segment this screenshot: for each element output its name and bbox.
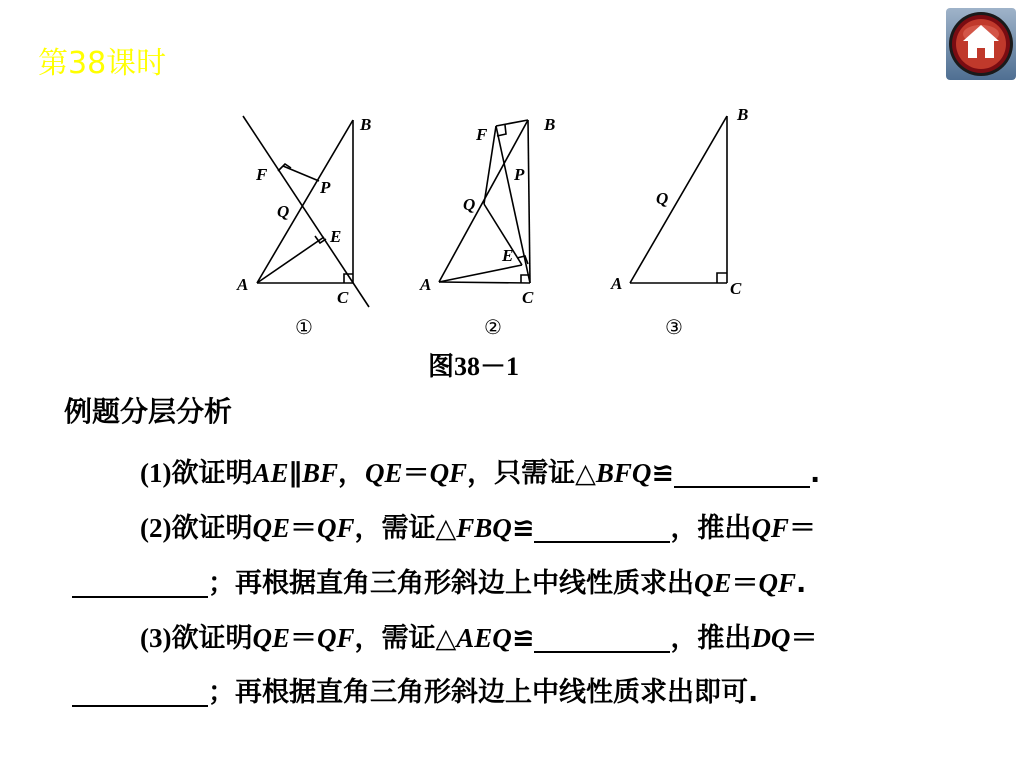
d1-caption: ① bbox=[295, 317, 313, 339]
d2-label-Q: Q bbox=[463, 195, 476, 214]
lesson-title: 第38课时 bbox=[38, 46, 167, 81]
d1-label-Q: Q bbox=[277, 202, 290, 221]
diagram-3 bbox=[630, 116, 727, 283]
d3-label-Q: Q bbox=[656, 189, 669, 208]
d3-label-A: A bbox=[611, 274, 623, 293]
d2-label-C: C bbox=[522, 288, 534, 307]
d1-label-F: F bbox=[256, 165, 268, 184]
home-icon bbox=[946, 8, 1016, 80]
d2-label-P: P bbox=[514, 165, 525, 184]
d3-label-C: C bbox=[730, 279, 742, 298]
problem-line-3: ；再根据直角三角形斜边上中线性质求出QE＝QF. bbox=[72, 556, 972, 611]
problem-line-2: (2)欲证明QE＝QF，需证△FBQ≌ ，推出QF＝ bbox=[140, 513, 816, 544]
problem-text bbox=[72, 446, 972, 720]
diagram-1 bbox=[243, 115, 372, 307]
d1-label-P: P bbox=[320, 178, 331, 197]
answer-blank-5[interactable] bbox=[72, 675, 208, 707]
d3-caption: ③ bbox=[665, 317, 683, 339]
problem-line-4: (3)欲证明QE＝QF，需证△AEQ≌ ，推出DQ＝ bbox=[140, 623, 818, 654]
figure-caption: 图38－1 bbox=[428, 352, 520, 381]
answer-blank-1[interactable] bbox=[674, 456, 810, 488]
answer-blank-2[interactable] bbox=[534, 511, 670, 543]
d2-label-E: E bbox=[502, 246, 514, 265]
answer-blank-3[interactable] bbox=[72, 566, 208, 598]
d1-label-C: C bbox=[337, 288, 349, 307]
d2-label-F: F bbox=[476, 125, 488, 144]
d1-label-B: B bbox=[360, 115, 372, 134]
diagram-2 bbox=[439, 120, 530, 283]
problem-line-5: ；再根据直角三角形斜边上中线性质求出即可. bbox=[72, 666, 972, 720]
home-button[interactable] bbox=[946, 8, 1016, 80]
d2-caption: ② bbox=[484, 317, 502, 339]
section-heading: 例题分层分析 bbox=[64, 395, 233, 428]
figure-svg bbox=[0, 95, 1024, 345]
problem-line-1: (1)欲证明AE∥BF，QE＝QF，只需证△BFQ≌ . bbox=[140, 458, 821, 489]
d3-label-B: B bbox=[737, 105, 749, 124]
d2-label-A: A bbox=[420, 275, 432, 294]
d2-label-B: B bbox=[544, 115, 556, 134]
d1-label-E: E bbox=[330, 227, 342, 246]
d1-label-A: A bbox=[237, 275, 249, 294]
geometry-figure bbox=[0, 95, 1024, 345]
answer-blank-4[interactable] bbox=[534, 621, 670, 653]
